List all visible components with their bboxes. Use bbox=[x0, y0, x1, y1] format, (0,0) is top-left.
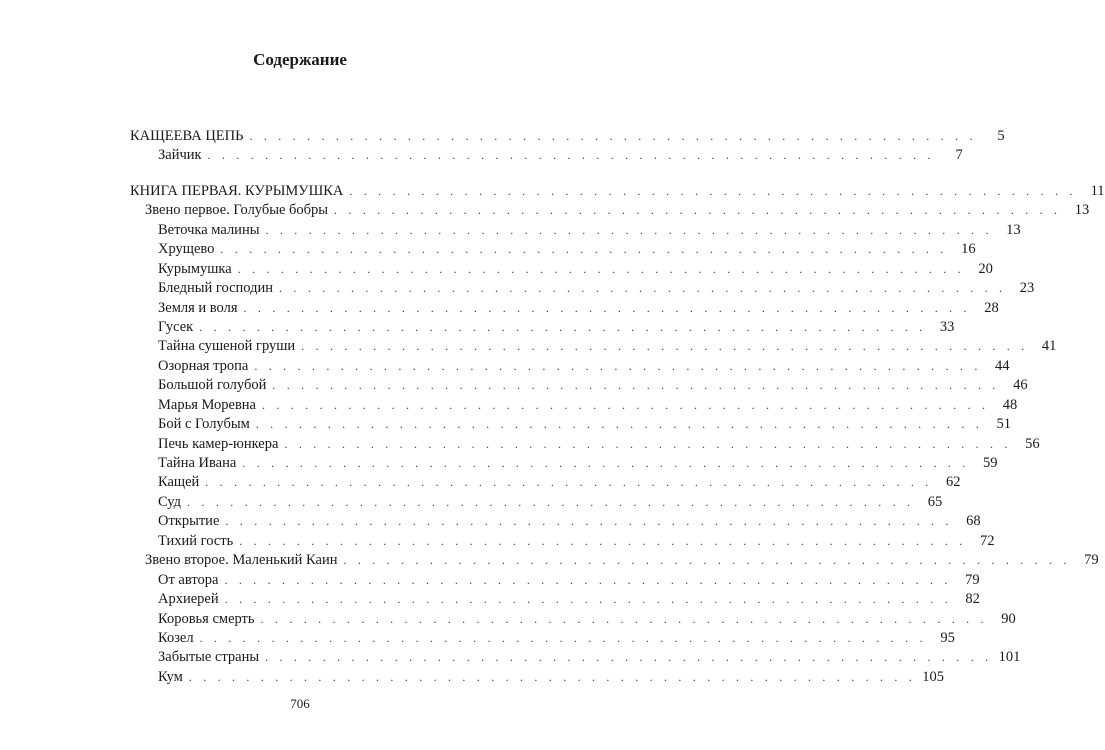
toc-entry-label: Суд bbox=[158, 493, 182, 510]
toc-entry-page: 51 bbox=[996, 416, 1011, 433]
toc-entry bbox=[130, 435, 1040, 455]
toc-entry-page: 95 bbox=[940, 629, 955, 646]
toc-entry bbox=[130, 128, 1005, 147]
toc-entry-page: 7 bbox=[955, 147, 963, 164]
toc-entry-page: 56 bbox=[1025, 435, 1040, 452]
dot-leader: . . . . . . . . . . . . . . . . . . . . . . . . . . . . . . . . . . . . . . . . . . . . . . . . . . . bbox=[260, 611, 988, 626]
toc-entry-page: 65 bbox=[927, 493, 943, 510]
toc-entry bbox=[130, 513, 981, 532]
toc-entry-page: 90 bbox=[1001, 610, 1016, 627]
toc-entry-page: 48 bbox=[1002, 396, 1018, 413]
toc-entry-label: Забытые страны bbox=[158, 649, 260, 666]
toc-entry-page: 62 bbox=[945, 474, 961, 491]
toc-entry-label: Земля и воля bbox=[158, 299, 238, 316]
toc-entry bbox=[130, 241, 976, 260]
toc-entry bbox=[130, 260, 993, 280]
toc-entry-label: Хрущево bbox=[158, 241, 215, 258]
toc-entry-label: Тайна Ивана bbox=[158, 455, 237, 471]
toc-entry-page: 11 bbox=[1090, 182, 1105, 199]
toc-entry-label: Тихий гость bbox=[158, 532, 234, 549]
dot-leader: . . . . . . . . . . . . . . . . . . . . . . . . . . . . . . . . . . . . . . . . . . . . . . . . . . . bbox=[284, 436, 1012, 451]
toc-entry-label: Коровья смерть bbox=[158, 610, 255, 627]
toc-entry-page: 28 bbox=[984, 299, 999, 316]
dot-leader: . . . . . . . . . . . . . . . . . . . . . . . . . . . . . . . . . . . . . . . . . . . . . . . . . . . bbox=[224, 572, 952, 587]
table-of-contents bbox=[130, 128, 1105, 688]
toc-entry-label: Зайчик bbox=[158, 147, 202, 164]
dot-leader: . . . . . . . . . . . . . . . . . . . . . . . . . . . . . . . . . . . . . . . . . . . . . . . . . . . bbox=[207, 148, 935, 163]
toc-entry-page: 23 bbox=[1019, 280, 1035, 297]
toc-entry-label: Курымушка bbox=[158, 260, 232, 277]
toc-entry bbox=[130, 610, 1016, 630]
dot-leader: . . . . . . . . . . . . . . . . . . . . . . . . . . . . . . . . . . . . . . . . . . . . . . . . . . . bbox=[199, 319, 927, 334]
toc-entry-page: 72 bbox=[979, 532, 995, 549]
dot-leader: . . . . . . . . . . . . . . . . . . . . . . . . . . . . . . . . . . . . . . . . . . . . . . . . . . . bbox=[220, 242, 948, 257]
dot-leader: . . . . . . . . . . . . . . . . . . . . . . . . . . . . . . . . . . . . . . . . . . . . . . . . . . . bbox=[242, 456, 970, 470]
dot-leader: . . . . . . . . . . . . . . . . . . . . . . . . . . . . . . . . . . . . . . . . . . . . . . . . . . . bbox=[262, 397, 990, 412]
dot-leader: . . . . . . . . . . . . . . . . . . . . . . . . . . . . . . . . . . . . . . . . . . . . . . . . . . . bbox=[265, 222, 993, 237]
dot-leader: . . . . . . . . . . . . . . . . . . . . . . . . . . . . . . . . . . . . . . . . . . . . . . . . . . . bbox=[237, 261, 965, 276]
dot-leader: . . . . . . . . . . . . . . . . . . . . . . . . . . . . . . . . . . . . . . . . . . . . . . . . . . . bbox=[188, 669, 917, 684]
dot-leader: . . . . . . . . . . . . . . . . . . . . . . . . . . . . . . . . . . . . . . . . . . . . . . . . . . . bbox=[265, 650, 993, 665]
toc-entry-page: 105 bbox=[922, 668, 945, 685]
dot-leader: . . . . . . . . . . . . . . . . . . . . . . . . . . . . . . . . . . . . . . . . . . . . . . . . . . . bbox=[243, 300, 971, 315]
toc-entry-label: Большой голубой bbox=[158, 377, 267, 394]
toc-entry bbox=[130, 357, 1010, 377]
dot-leader: . . . . . . . . . . . . . . . . . . . . . . . . . . . . . . . . . . . . . . . . . . . . . . . . . . . bbox=[279, 281, 1007, 296]
dot-leader: . . . . . . . . . . . . . . . . . . . . . . . . . . . . . . . . . . . . . . . . . . . . . . . . . . . bbox=[224, 592, 952, 607]
toc-entry-page: 101 bbox=[998, 649, 1021, 666]
toc-entry-page: 33 bbox=[939, 318, 955, 335]
dot-leader: . . . . . . . . . . . . . . . . . . . . . . . . . . . . . . . . . . . . . . . . . . . . . . . . . . . bbox=[205, 475, 933, 490]
toc-entry-label: Кащей bbox=[158, 474, 200, 491]
toc-entry-label: Гусек bbox=[158, 318, 194, 335]
toc-entry-page: 82 bbox=[965, 591, 980, 608]
dot-leader: . . . . . . . . . . . . . . . . . . . . . . . . . . . . . . . . . . . . . . . . . . . . . . . . . . . bbox=[249, 129, 977, 143]
dot-leader: . . . . . . . . . . . . . . . . . . . . . . . . . . . . . . . . . . . . . . . . . . . . . . . . . . . bbox=[239, 533, 967, 548]
toc-entry-page: 13 bbox=[1074, 202, 1090, 219]
toc-entry bbox=[130, 396, 1018, 416]
toc-entry bbox=[130, 280, 1035, 299]
toc-entry bbox=[130, 338, 1057, 357]
dot-leader: . . . . . . . . . . . . . . . . . . . . . . . . . . . . . . . . . . . . . . . . . . . . . . . . . . . bbox=[199, 630, 927, 645]
toc-entry bbox=[130, 493, 943, 513]
page-title: Содержание bbox=[253, 50, 347, 69]
toc-entry-page: 79 bbox=[965, 571, 980, 588]
dot-leader: . . . . . . . . . . . . . . . . . . . . . . . . . . . . . . . . . . . . . . . . . . . . . . . . . . . bbox=[349, 183, 1077, 198]
dot-leader: . . . . . . . . . . . . . . . . . . . . . . . . . . . . . . . . . . . . . . . . . . . . . . . . . . . bbox=[187, 494, 915, 509]
toc-entry-label: Марья Моревна bbox=[158, 396, 256, 413]
toc-entry bbox=[130, 474, 961, 493]
toc-entry bbox=[130, 182, 1105, 202]
toc-entry-label: Открытие bbox=[158, 513, 220, 530]
toc-entry bbox=[130, 299, 999, 319]
toc-entry bbox=[130, 377, 1028, 396]
toc-entry-page: 16 bbox=[961, 241, 976, 258]
toc-entry bbox=[130, 649, 1021, 668]
toc-entry bbox=[130, 202, 1090, 221]
toc-entry bbox=[130, 416, 1011, 435]
toc-entry-label: Бледный господин bbox=[158, 280, 274, 297]
dot-leader: . . . . . . . . . . . . . . . . . . . . . . . . . . . . . . . . . . . . . . . . . . . . . . . . . . . bbox=[225, 514, 953, 529]
toc-entry-label: Звено первое. Голубые бобры bbox=[145, 202, 329, 219]
toc-entry-page: 59 bbox=[982, 455, 998, 471]
toc-entry bbox=[130, 147, 963, 166]
toc-entry bbox=[130, 221, 1021, 241]
toc-entry-label: Архиерей bbox=[158, 591, 219, 608]
dot-leader: . . . . . . . . . . . . . . . . . . . . . . . . . . . . . . . . . . . . . . . . . . . . . . . . . . . bbox=[301, 339, 1029, 354]
toc-entry-label: От автора bbox=[158, 571, 219, 588]
toc-entry bbox=[130, 668, 945, 688]
toc-entry-page: 79 bbox=[1084, 552, 1099, 569]
toc-entry bbox=[130, 571, 980, 591]
toc-entry-label: КАЩЕЕВА ЦЕПЬ bbox=[130, 128, 244, 144]
toc-entry-page: 68 bbox=[966, 513, 981, 530]
toc-entry-label: Озорная тропа bbox=[158, 357, 249, 374]
toc-entry-page: 5 bbox=[997, 128, 1005, 144]
toc-entry-label: КНИГА ПЕРВАЯ. КУРЫМУШКА bbox=[130, 182, 344, 199]
toc-entry-label: Кум bbox=[158, 668, 183, 685]
toc-entry-label: Печь камер-юнкера bbox=[158, 435, 279, 452]
toc-entry-label: Тайна сушеной груши bbox=[158, 338, 296, 355]
dot-leader: . . . . . . . . . . . . . . . . . . . . . . . . . . . . . . . . . . . . . . . . . . . . . . . . . . . bbox=[272, 378, 1000, 393]
toc-entry-page: 46 bbox=[1013, 377, 1028, 394]
toc-entry bbox=[130, 629, 955, 649]
toc-entry-page: 44 bbox=[995, 357, 1010, 374]
toc-entry-page: 13 bbox=[1006, 221, 1021, 238]
toc-entry-label: Веточка малины bbox=[158, 221, 260, 238]
toc-entry-page: 20 bbox=[978, 260, 993, 277]
toc-entry bbox=[130, 318, 955, 338]
dot-leader: . . . . . . . . . . . . . . . . . . . . . . . . . . . . . . . . . . . . . . . . . . . . . . . . . . . bbox=[254, 358, 982, 373]
dot-leader: . . . . . . . . . . . . . . . . . . . . . . . . . . . . . . . . . . . . . . . . . . . . . . . . . . . bbox=[334, 203, 1062, 218]
toc-entry-label: Бой с Голубым bbox=[158, 416, 250, 433]
toc-entry bbox=[130, 552, 1099, 571]
toc-entry-label: Козел bbox=[158, 629, 194, 646]
toc-entry bbox=[130, 591, 980, 610]
page-number: 706 bbox=[290, 696, 310, 711]
toc-entry bbox=[130, 455, 998, 474]
dot-leader: . . . . . . . . . . . . . . . . . . . . . . . . . . . . . . . . . . . . . . . . . . . . . . . . . . . bbox=[343, 553, 1071, 568]
toc-entry-page: 41 bbox=[1041, 338, 1057, 355]
dot-leader: . . . . . . . . . . . . . . . . . . . . . . . . . . . . . . . . . . . . . . . . . . . . . . . . . . . bbox=[255, 417, 983, 432]
toc-entry-label: Звено второе. Маленький Каин bbox=[145, 552, 338, 569]
toc-entry bbox=[130, 532, 995, 552]
